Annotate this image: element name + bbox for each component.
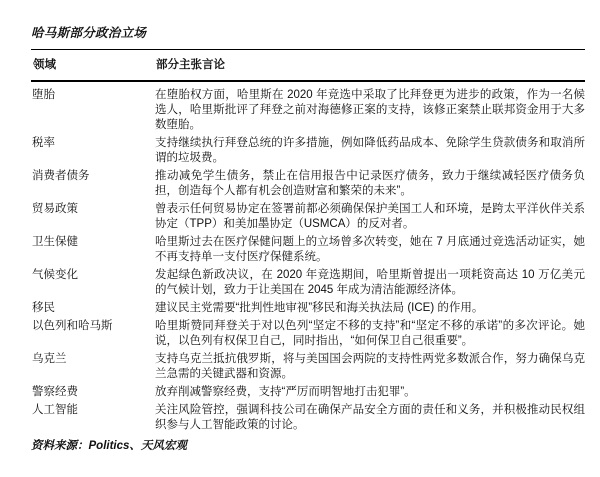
- row-statement: 支持乌克兰抵抗俄罗斯，将与美国国会两院的支持性两党多数派合作，努力确保乌克兰急需的关键武器和资源。: [155, 352, 585, 380]
- table-row: [31, 134, 585, 167]
- table-row: [31, 299, 585, 317]
- row-field-label: 人工智能: [32, 403, 78, 416]
- row-field-label: 乌克兰: [32, 352, 67, 365]
- row-field-label: 贸易政策: [32, 202, 78, 215]
- row-field-label: 堕胎: [32, 88, 55, 101]
- table-row: [31, 383, 585, 401]
- row-field-label: 警察经费: [32, 385, 78, 398]
- row-statement: 哈里斯赞同拜登关于对以色列“坚定不移的支持”和“坚定不移的承诺”的多次评论。她说，以色列有权保卫自己，同时指出，“如何保卫自己很重要”。: [155, 319, 585, 347]
- row-statement: 发起绿色新政决议，在 2020 年竞选期间，哈里斯曾提出一项耗资高达 10 万亿美元的气候计划，致力于让美国在 2045 年成为清洁能源经济体。: [155, 268, 585, 296]
- row-statement: 支持继续执行拜登总统的许多措施，例如降低药品成本、免除学生贷款债务和取消所谓的垃圾费。: [155, 136, 585, 164]
- table-row: [31, 401, 585, 434]
- row-field-label: 消费者债务: [32, 169, 90, 182]
- row-statement: 建议民主党需要“批判性地审视”移民和海关执法局 (ICE) 的作用。: [155, 301, 484, 314]
- row-field-label: 税率: [32, 136, 55, 149]
- report-table: [31, 82, 585, 434]
- table-row: [31, 233, 585, 266]
- column-header-field: 领域: [33, 59, 56, 71]
- table-row: [31, 167, 585, 200]
- source-note: 资料来源：Politics、天风宏观: [31, 440, 187, 452]
- page-title: 哈马斯部分政治立场: [31, 26, 147, 40]
- table-header-row: [31, 50, 585, 82]
- row-statement: 曾表示任何贸易协定在签署前都必须确保保护美国工人和环境，是跨太平洋伙伴关系协定（TPP）和美加墨协定（USMCA）的反对者。: [155, 202, 585, 230]
- table-row: [31, 266, 585, 299]
- row-statement: 哈里斯过去在医疗保健问题上的立场曾多次转变，她在 7 月底通过竞选活动证实，她不再支持单一支付医疗保健系统。: [155, 235, 585, 263]
- row-statement: 放弃削减警察经费，支持“严厉而明智地打击犯罪”。: [155, 385, 416, 398]
- table-row: [31, 317, 585, 350]
- row-field-label: 以色列和哈马斯: [32, 319, 113, 332]
- row-statement: 推动减免学生债务，禁止在信用报告中记录医疗债务，致力于继续减轻医疗债务负担，创造每个人都有机会创造财富和繁荣的未来”。: [155, 169, 585, 197]
- table-row: [31, 350, 585, 383]
- table-row: [31, 86, 585, 134]
- row-statement: 在堕胎权方面，哈里斯在 2020 年竞选中采取了比拜登更为进步的政策，作为一名候选人，哈里斯批评了拜登之前对海德修正案的支持，该修正案禁止联邦资金用于大多数堕胎。: [155, 88, 585, 131]
- table-row: [31, 200, 585, 233]
- row-field-label: 移民: [32, 301, 55, 314]
- column-header-statement: 部分主张言论: [156, 59, 225, 71]
- row-field-label: 气候变化: [32, 268, 78, 281]
- row-field-label: 卫生保健: [32, 235, 78, 248]
- row-statement: 关注风险管控，强调科技公司在确保产品安全方面的责任和义务，并积极推动民权组织参与人工智能政策的讨论。: [155, 403, 585, 431]
